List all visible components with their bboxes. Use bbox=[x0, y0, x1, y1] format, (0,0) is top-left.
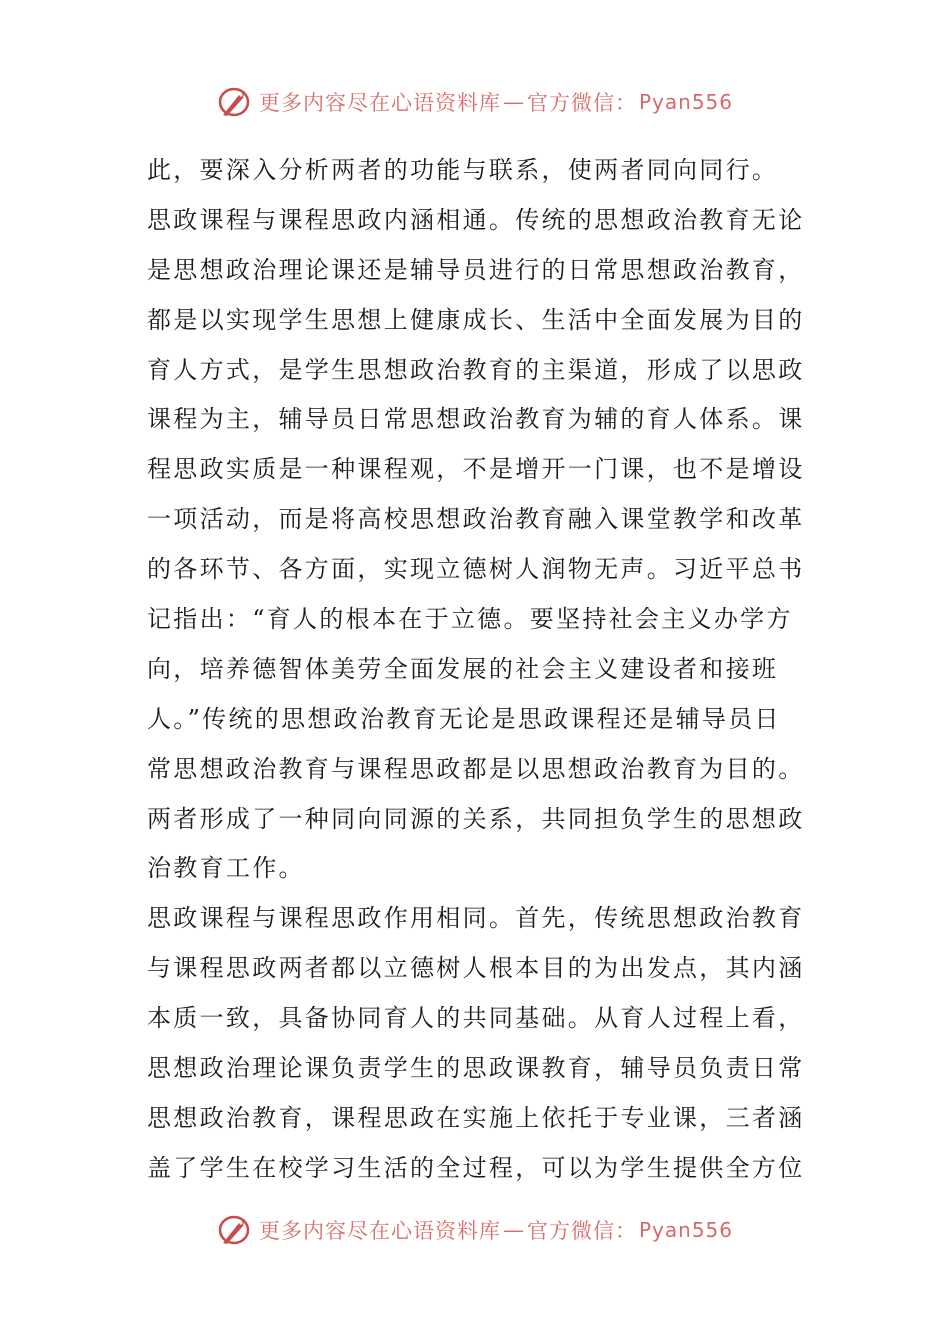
body-line: 治教育工作。 bbox=[147, 854, 305, 883]
body-line: 是思想政治理论课还是辅导员进行的日常思想政治教育， bbox=[147, 255, 805, 284]
body-line: 常思想政治教育与课程思政都是以思想政治教育为目的。 bbox=[147, 754, 805, 783]
body-line: 思想政治教育，课程思政在实施上依托于专业课，三者涵 bbox=[147, 1103, 805, 1132]
pen-nib-circle-icon bbox=[217, 1213, 253, 1247]
body-line: 盖了学生在校学习生活的全过程，可以为学生提供全方位 bbox=[147, 1153, 805, 1182]
body-line: 育人方式，是学生思想政治教育的主渠道，形成了以思政 bbox=[147, 355, 805, 384]
footer-brand-text: 更多内容尽在心语资料库 bbox=[258, 1219, 501, 1243]
body-line: 思政课程与课程思政作用相同。首先，传统思想政治教育 bbox=[147, 904, 805, 933]
body-line: 与课程思政两者都以立德树人根本目的为出发点，其内涵 bbox=[147, 954, 805, 983]
body-line: 本质一致，具备协同育人的共同基础。从育人过程上看， bbox=[147, 1004, 805, 1033]
body-line: 思想政治理论课负责学生的思政课教育，辅导员负责日常 bbox=[147, 1054, 805, 1083]
header-separator: — bbox=[502, 90, 525, 114]
footer-wechat-label: 官方微信： bbox=[526, 1219, 637, 1243]
header-wechat-id: Pyan556 bbox=[638, 90, 733, 114]
header-banner bbox=[0, 82, 950, 122]
body-line: 都是以实现学生思想上健康成长、生活中全面发展为目的 bbox=[147, 305, 805, 334]
footer-banner bbox=[0, 1210, 950, 1250]
header-wechat-label: 官方微信： bbox=[526, 91, 637, 115]
body-line: 此，要深入分析两者的功能与联系，使两者同向同行。 bbox=[147, 156, 779, 184]
pen-nib-circle-icon bbox=[217, 85, 253, 119]
body-line: 思政课程与课程思政内涵相通。传统的思想政治教育无论 bbox=[147, 205, 805, 234]
body-line: 一项活动，而是将高校思想政治教育融入课堂教学和改革 bbox=[147, 505, 805, 534]
document-body bbox=[147, 146, 809, 1194]
body-line: 人。”传统的思想政治教育无论是思政课程还是辅导员日 bbox=[147, 704, 781, 733]
body-line: 记指出：“育人的根本在于立德。要坚持社会主义办学方 bbox=[147, 605, 793, 634]
header-brand-text: 更多内容尽在心语资料库 bbox=[258, 91, 501, 115]
body-line: 向，培养德智体美劳全面发展的社会主义建设者和接班 bbox=[147, 654, 779, 683]
body-line: 程思政实质是一种课程观，不是增开一门课，也不是增设 bbox=[147, 455, 805, 484]
body-line: 的各环节、各方面，实现立德树人润物无声。习近平总书 bbox=[147, 555, 805, 584]
body-line: 课程为主，辅导员日常思想政治教育为辅的育人体系。课 bbox=[147, 405, 805, 434]
body-line: 两者形成了一种同向同源的关系，共同担负学生的思想政 bbox=[147, 804, 805, 833]
footer-wechat-id: Pyan556 bbox=[638, 1218, 733, 1242]
footer-separator: — bbox=[502, 1218, 525, 1242]
